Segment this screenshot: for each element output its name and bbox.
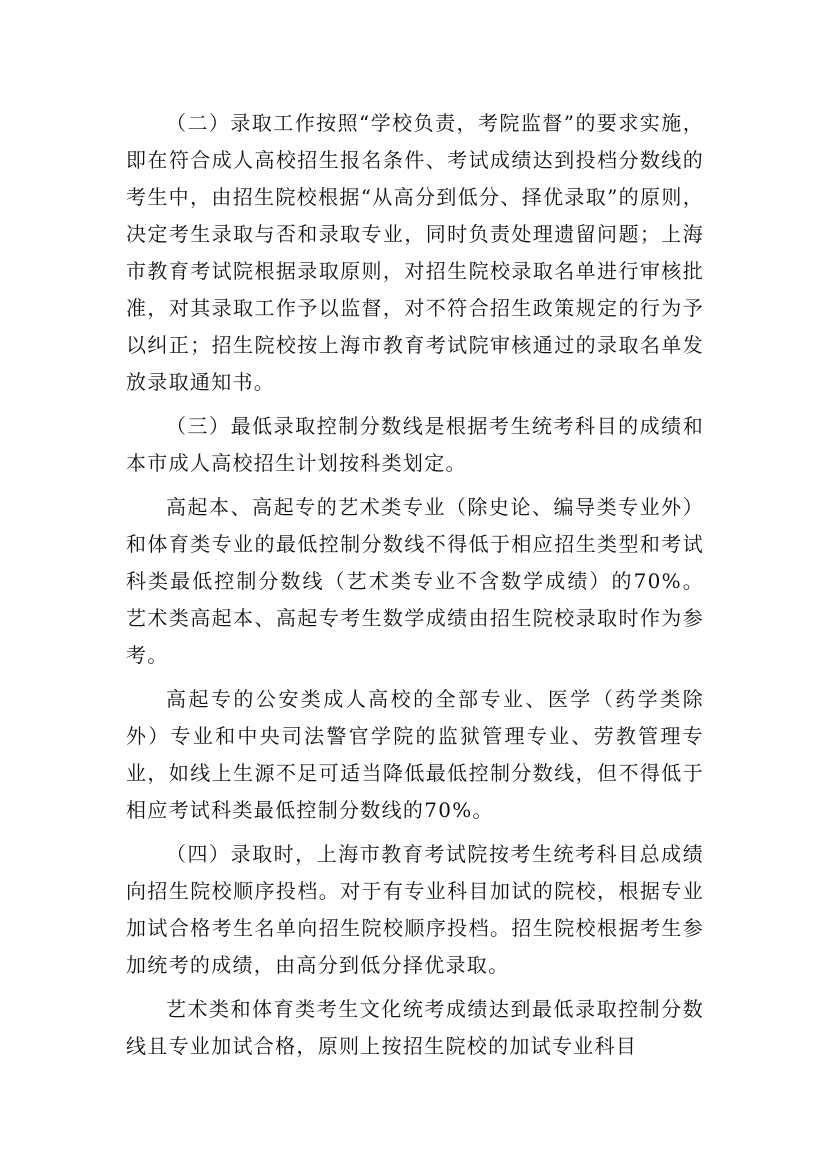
paragraph-admission-principle: （二）录取工作按照“学校负责，考院监督”的要求实施，即在符合成人高校招生报名条件、考试成绩达到投档分数线的考生中，由招生院校根据“从高分到低分、择优录取”的原则，决定考生录取与否和录取专业，同时负责处理遗留问题；上海市教育考试院根据录取原则，对招生院校录取名单进行审核批准，对其录取工作予以监督，对不符合招生政策规定的行为予以纠正；招生院校按上海市教育考试院审核通过的录取名单发放录取通知书。 (126, 111, 704, 394)
paragraph-art-sports-score-line: 高起本、高起专的艺术类专业（除史论、编导类专业外）和体育类专业的最低控制分数线不得低于相应招生类型和考试科类最低控制分数线（艺术类专业不含数学成绩）的70%。艺术类高起本、高起专考生数学成绩由招生院校录取时作为参考。 (126, 495, 704, 667)
paragraph-police-medical-score-line: 高起专的公安类成人高校的全部专业、医学（药学类除外）专业和中央司法警官学院的监狱管理专业、劳教管理专业，如线上生源不足可适当降低最低控制分数线，但不得低于相应考试科类最低控制分数线的70%。 (126, 687, 704, 822)
paragraph-filing-order: （四）录取时，上海市教育考试院按考生统考科目总成绩向招生院校顺序投档。对于有专业科目加试的院校，根据专业加试合格考生名单向招生院校顺序投档。招生院校根据考生参加统考的成绩，由高分到低分择优录取。 (126, 842, 704, 977)
paragraph-art-sports-admission: 艺术类和体育类考生文化统考成绩达到最低录取控制分数线且专业加试合格，原则上按招生院校的加试专业科目 (126, 997, 704, 1058)
paragraph-minimum-score-line: （三）最低录取控制分数线是根据考生统考科目的成绩和本市成人高校招生计划按科类划定。 (126, 414, 704, 475)
document-body (126, 105, 704, 1072)
